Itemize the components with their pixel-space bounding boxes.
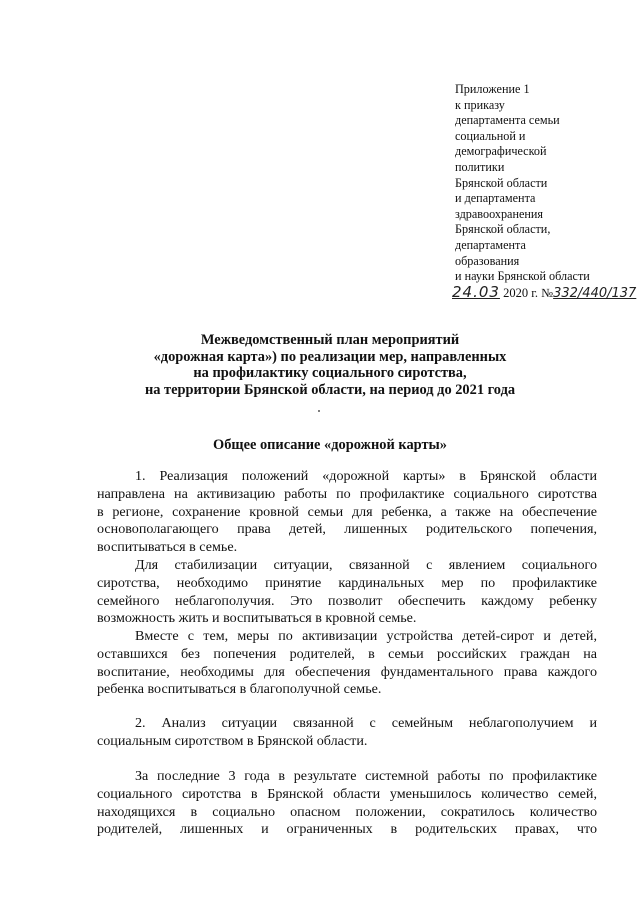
handwritten-date: 24.03	[452, 283, 500, 301]
text-line: семейного неблагополучия. Это позволит обеспечить каждому ребенку	[97, 592, 597, 609]
annex-line: здравоохранения	[455, 206, 544, 221]
text-line: в регионе, сохранение кровной семьи для ребенка, а также на обеспечение	[97, 503, 597, 520]
paragraph-4	[97, 715, 597, 751]
text-line: Вместе с тем, меры по активизации устройства детей-сирот и детей,	[135, 628, 597, 644]
title-line: на территории Брянской области, на период до 2021 года	[144, 381, 516, 398]
text-line: направлена на активизацию работы по профилактике социального сиротства	[97, 485, 597, 502]
year-label: 2020 г. №	[503, 286, 554, 300]
title-line: Межведомственный план мероприятий	[200, 332, 460, 348]
text-line: родителей, лишенных и ограниченных в родительских правах, что	[97, 821, 597, 838]
title-line: на профилактику социального сиротства,	[193, 365, 467, 382]
scan-speck	[318, 410, 320, 412]
text-line: 2. Анализ ситуации связанной с семейным неблагополучием и	[135, 715, 597, 731]
text-line: Для стабилизации ситуации, связанной с явлением социального	[135, 557, 597, 573]
annex-line: демографической	[455, 144, 547, 159]
annex-line: политики	[455, 159, 505, 174]
text-line: оставшихся без попечения родителей, в семьи российских граждан на	[97, 645, 597, 662]
paragraph-2	[97, 557, 597, 628]
title-line: «дорожная карта») по реализации мер, направленных	[153, 348, 507, 365]
annex-line: и департамента	[455, 191, 536, 206]
annex-line: департамента	[455, 237, 526, 252]
handwritten-order-number: 332/440/137	[553, 286, 637, 301]
annex-block	[455, 82, 625, 285]
order-date-number	[452, 283, 636, 301]
annex-line: Приложение 1	[455, 82, 530, 96]
annex-line: и науки Брянской области	[455, 269, 590, 284]
document-title	[110, 332, 550, 398]
text-line: социального сиротства в Брянской области уменьшилось количество семей,	[97, 785, 597, 802]
paragraph-1	[97, 468, 597, 557]
text-line: воспитание, необходимы для обеспечения фундаментального права каждого	[97, 663, 597, 680]
annex-line: социальной и	[455, 128, 526, 143]
text-line: ребенка воспитываться в благополучной семье.	[97, 681, 382, 698]
text-line: социальным сиротством в Брянской области.	[97, 732, 368, 749]
paragraph-5	[97, 768, 597, 839]
annex-line: образования	[455, 253, 520, 268]
annex-line: к приказу	[455, 97, 505, 112]
annex-line: Брянской области	[455, 175, 548, 190]
text-line: 1. Реализация положений «дорожной карты» в Брянской области	[135, 468, 597, 484]
text-line: возможность жить и воспитываться в кровной семье.	[97, 610, 417, 627]
paragraph-3	[97, 628, 597, 699]
section-title: Общее описание «дорожной карты»	[213, 437, 447, 453]
annex-line: департамента семьи	[455, 113, 560, 128]
text-line: основополагающего права детей, лишенных родительского попечения,	[97, 521, 597, 538]
text-line: находящихся в социально опасном положении, сократилось количество	[97, 803, 597, 820]
annex-line: Брянской области,	[455, 222, 551, 237]
text-line: сиротства, необходимо принятие кардинальных мер по профилактике	[97, 574, 597, 591]
text-line: воспитываться в семье.	[97, 539, 238, 556]
text-line: За последние 3 года в результате системной работы по профилактике	[135, 768, 597, 784]
